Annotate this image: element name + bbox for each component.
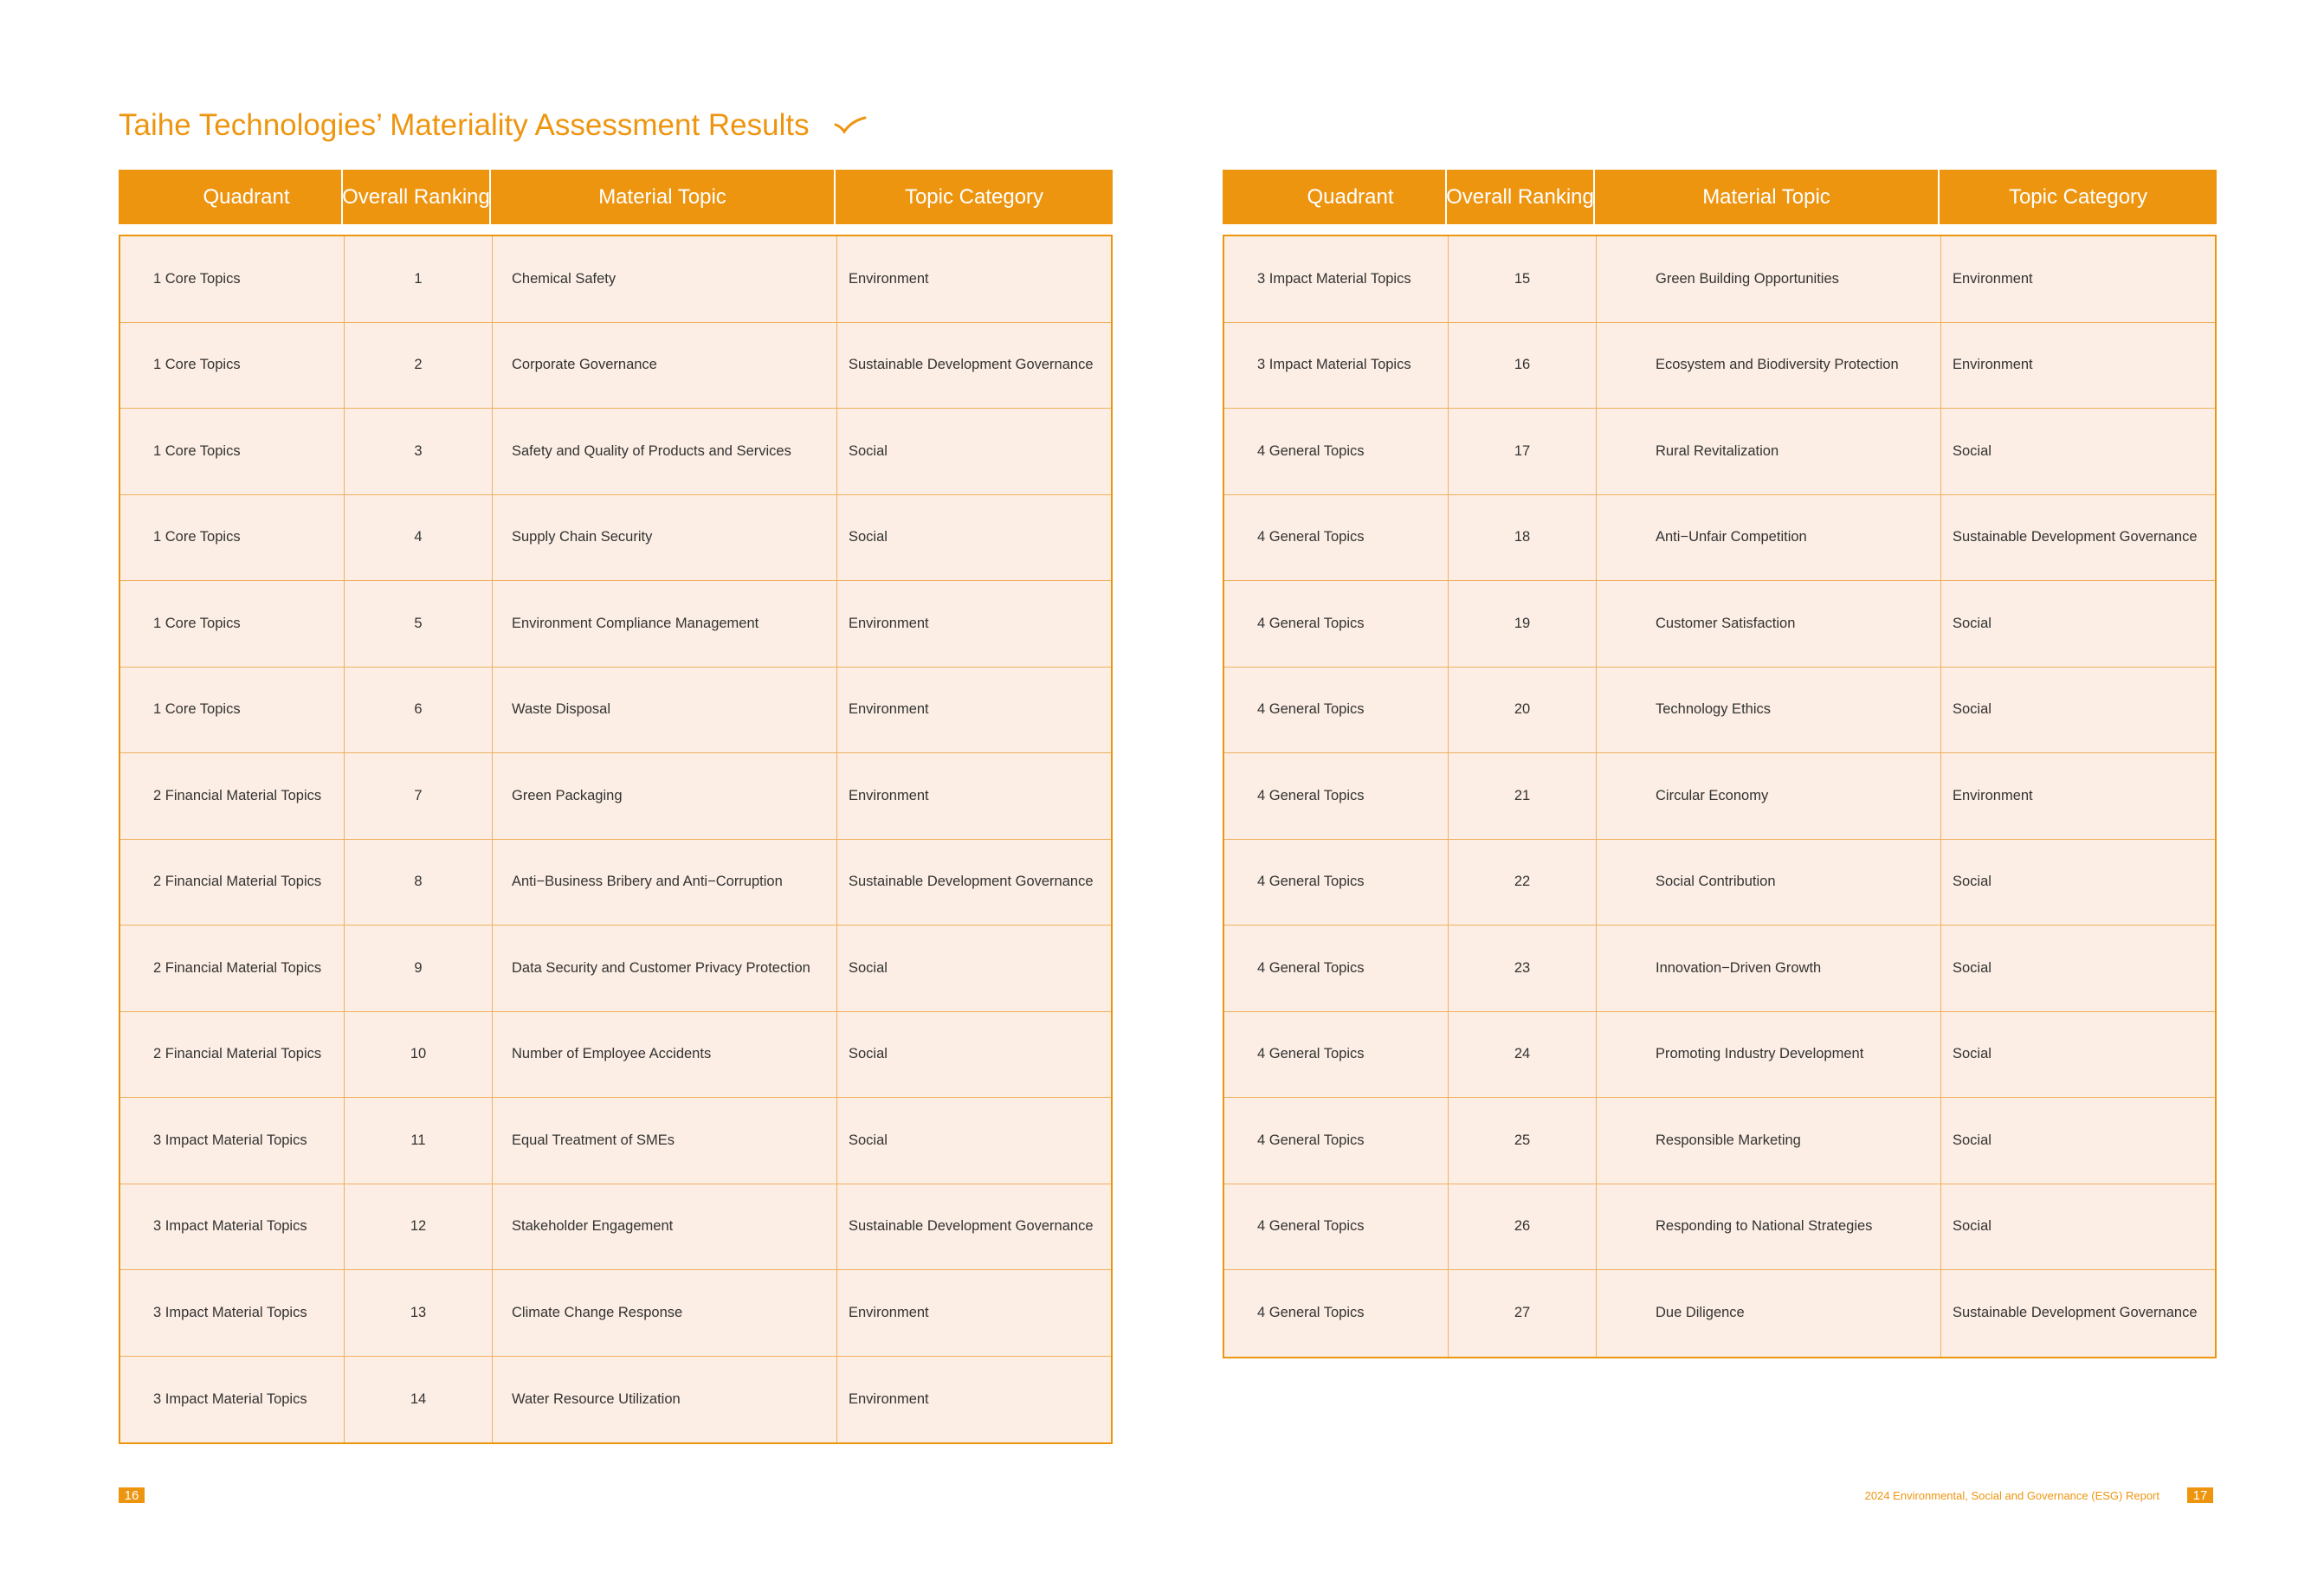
- table-row: [1224, 323, 2215, 410]
- cell-topic-category: Environment: [849, 1304, 929, 1320]
- cell-topic-category: Environment: [849, 270, 929, 287]
- table-row: [1224, 926, 2215, 1012]
- table-row: [120, 409, 1111, 495]
- cell-material-topic: Waste Disposal: [493, 668, 837, 753]
- cell-quadrant: 4 General Topics: [1224, 840, 1449, 926]
- cell-quadrant: 3 Impact Material Topics: [120, 1098, 345, 1184]
- table-row: [1224, 236, 2215, 323]
- header-topic-category: Topic Category: [904, 184, 1044, 209]
- table-row: [1224, 581, 2215, 668]
- cell-topic-category: Social: [849, 1046, 888, 1062]
- cell-material-topic: Number of Employee Accidents: [493, 1012, 837, 1098]
- cell-overall-ranking: 7: [345, 753, 493, 839]
- table-row: [120, 668, 1111, 754]
- cell-topic-category: Social: [849, 442, 888, 459]
- materiality-table-left: [119, 170, 1113, 1444]
- header-material-topic: Material Topic: [1595, 170, 1940, 224]
- table-row: [120, 753, 1111, 840]
- header-overall-ranking: Overall Ranking: [1447, 170, 1595, 224]
- header-topic-category: Topic Category: [2008, 184, 2148, 209]
- table-row: [1224, 495, 2215, 582]
- cell-overall-ranking: 9: [345, 926, 493, 1011]
- header-quadrant: Quadrant: [119, 170, 343, 224]
- cell-material-topic: Green Building Opportunities: [1597, 236, 1941, 322]
- cell-overall-ranking: 20: [1449, 668, 1597, 753]
- table-row: [1224, 840, 2215, 926]
- cell-material-topic: Equal Treatment of SMEs: [493, 1098, 837, 1184]
- report-title-footer: 2024 Environmental, Social and Governance (ESG) Report: [1864, 1488, 2159, 1502]
- cell-topic-category: Social: [1953, 1046, 1992, 1062]
- cell-material-topic: Rural Revitalization: [1597, 409, 1941, 494]
- cell-overall-ranking: 22: [1449, 840, 1597, 926]
- page-number-left: 16: [119, 1487, 145, 1503]
- cell-quadrant: 1 Core Topics: [120, 236, 345, 322]
- header-quadrant: Quadrant: [1223, 170, 1447, 224]
- cell-quadrant: 3 Impact Material Topics: [1224, 323, 1449, 409]
- table-row: [1224, 1012, 2215, 1099]
- table-row: [120, 926, 1111, 1012]
- cell-material-topic: Anti−Unfair Competition: [1597, 495, 1941, 581]
- cell-quadrant: 4 General Topics: [1224, 1012, 1449, 1098]
- cell-topic-category: Environment: [849, 787, 929, 803]
- table-row: [120, 1098, 1111, 1184]
- table-row: [120, 236, 1111, 323]
- cell-topic-category: Sustainable Development Governance: [849, 1218, 1094, 1235]
- cell-overall-ranking: 10: [345, 1012, 493, 1098]
- cell-overall-ranking: 14: [345, 1357, 493, 1443]
- cell-overall-ranking: 18: [1449, 495, 1597, 581]
- cell-topic-category: Social: [1953, 874, 1992, 890]
- header-overall-ranking: Overall Ranking: [343, 170, 491, 224]
- cell-material-topic: Promoting Industry Development: [1597, 1012, 1941, 1098]
- cell-topic-category: Social: [1953, 442, 1992, 459]
- cell-material-topic: Responding to National Strategies: [1597, 1184, 1941, 1270]
- cell-material-topic: Responsible Marketing: [1597, 1098, 1941, 1184]
- cell-quadrant: 2 Financial Material Topics: [120, 926, 345, 1011]
- cell-quadrant: 2 Financial Material Topics: [120, 840, 345, 926]
- cell-quadrant: 2 Financial Material Topics: [120, 753, 345, 839]
- cell-quadrant: 4 General Topics: [1224, 1098, 1449, 1184]
- cell-overall-ranking: 5: [345, 581, 493, 667]
- cell-material-topic: Safety and Quality of Products and Services: [493, 409, 837, 494]
- cell-overall-ranking: 26: [1449, 1184, 1597, 1270]
- cell-quadrant: 4 General Topics: [1224, 926, 1449, 1011]
- table-row: [120, 495, 1111, 582]
- materiality-table-right: [1223, 170, 2217, 1358]
- cell-material-topic: Environment Compliance Management: [493, 581, 837, 667]
- cell-quadrant: 4 General Topics: [1224, 495, 1449, 581]
- cell-overall-ranking: 21: [1449, 753, 1597, 839]
- table-row: [1224, 1098, 2215, 1184]
- cell-material-topic: Green Packaging: [493, 753, 837, 839]
- page-title-text: Taihe Technologies’ Materiality Assessment Results: [119, 108, 810, 142]
- cell-material-topic: Corporate Governance: [493, 323, 837, 409]
- cell-material-topic: Ecosystem and Biodiversity Protection: [1597, 323, 1941, 409]
- cell-quadrant: 3 Impact Material Topics: [120, 1184, 345, 1270]
- cell-overall-ranking: 13: [345, 1270, 493, 1356]
- cell-overall-ranking: 1: [345, 236, 493, 322]
- cell-topic-category: Sustainable Development Governance: [1953, 1305, 2198, 1321]
- cell-topic-category: Sustainable Development Governance: [849, 357, 1094, 373]
- table-row: [120, 323, 1111, 410]
- cell-topic-category: Environment: [1953, 787, 2033, 803]
- cell-quadrant: 3 Impact Material Topics: [1224, 236, 1449, 322]
- table-row: [1224, 409, 2215, 495]
- cell-material-topic: Supply Chain Security: [493, 495, 837, 581]
- cell-topic-category: Environment: [849, 615, 929, 631]
- cell-topic-category: Social: [849, 959, 888, 976]
- cell-overall-ranking: 17: [1449, 409, 1597, 494]
- cell-topic-category: Sustainable Development Governance: [1953, 529, 2198, 545]
- header-material-topic: Material Topic: [491, 170, 836, 224]
- table-row: [120, 581, 1111, 668]
- cell-overall-ranking: 8: [345, 840, 493, 926]
- cell-material-topic: Social Contribution: [1597, 840, 1941, 926]
- cell-overall-ranking: 6: [345, 668, 493, 753]
- cell-topic-category: Social: [849, 1132, 888, 1148]
- cell-material-topic: Technology Ethics: [1597, 668, 1941, 753]
- table-row: [1224, 753, 2215, 840]
- cell-topic-category: Environment: [849, 701, 929, 718]
- table-row: [120, 840, 1111, 926]
- table-header: [1223, 170, 2217, 224]
- cell-quadrant: 1 Core Topics: [120, 323, 345, 409]
- cell-quadrant: 1 Core Topics: [120, 668, 345, 753]
- table-row: [1224, 668, 2215, 754]
- cell-material-topic: Water Resource Utilization: [493, 1357, 837, 1443]
- cell-material-topic: Climate Change Response: [493, 1270, 837, 1356]
- cell-material-topic: Anti−Business Bribery and Anti−Corruption: [493, 840, 837, 926]
- cell-overall-ranking: 12: [345, 1184, 493, 1270]
- cell-topic-category: Social: [1953, 1218, 1992, 1235]
- page-number-right: 17: [2187, 1487, 2213, 1503]
- table-row: [120, 1012, 1111, 1099]
- cell-topic-category: Sustainable Development Governance: [849, 874, 1094, 890]
- table-row: [1224, 1184, 2215, 1271]
- cell-overall-ranking: 23: [1449, 926, 1597, 1011]
- cell-overall-ranking: 2: [345, 323, 493, 409]
- cell-material-topic: Stakeholder Engagement: [493, 1184, 837, 1270]
- cell-quadrant: 3 Impact Material Topics: [120, 1270, 345, 1356]
- cell-topic-category: Social: [1953, 615, 1992, 631]
- table-row: [120, 1357, 1111, 1443]
- cell-quadrant: 1 Core Topics: [120, 495, 345, 581]
- cell-material-topic: Chemical Safety: [493, 236, 837, 322]
- cell-overall-ranking: 11: [345, 1098, 493, 1184]
- cell-topic-category: Social: [1953, 701, 1992, 718]
- cell-overall-ranking: 27: [1449, 1270, 1597, 1357]
- cell-quadrant: 4 General Topics: [1224, 753, 1449, 839]
- cell-quadrant: 1 Core Topics: [120, 409, 345, 494]
- cell-material-topic: Data Security and Customer Privacy Protection: [493, 926, 837, 1011]
- cell-overall-ranking: 16: [1449, 323, 1597, 409]
- cell-material-topic: Circular Economy: [1597, 753, 1941, 839]
- page-title: [119, 108, 867, 143]
- cell-topic-category: Environment: [1953, 357, 2033, 373]
- table-row: [120, 1184, 1111, 1271]
- cell-topic-category: Environment: [1953, 270, 2033, 287]
- cell-topic-category: Social: [849, 529, 888, 545]
- table-row: [1224, 1270, 2215, 1357]
- cell-quadrant: 4 General Topics: [1224, 581, 1449, 667]
- cell-overall-ranking: 4: [345, 495, 493, 581]
- cell-overall-ranking: 25: [1449, 1098, 1597, 1184]
- cell-topic-category: Social: [1953, 1132, 1992, 1148]
- table-body: [1223, 235, 2217, 1358]
- table-row: [120, 1270, 1111, 1357]
- cell-quadrant: 4 General Topics: [1224, 409, 1449, 494]
- cell-material-topic: Customer Satisfaction: [1597, 581, 1941, 667]
- table-header: [119, 170, 1113, 224]
- cell-quadrant: 4 General Topics: [1224, 1184, 1449, 1270]
- checkmark-icon: [834, 108, 867, 143]
- cell-overall-ranking: 24: [1449, 1012, 1597, 1098]
- cell-quadrant: 2 Financial Material Topics: [120, 1012, 345, 1098]
- cell-quadrant: 1 Core Topics: [120, 581, 345, 667]
- cell-topic-category: Social: [1953, 959, 1992, 976]
- cell-quadrant: 4 General Topics: [1224, 668, 1449, 753]
- cell-overall-ranking: 19: [1449, 581, 1597, 667]
- table-body: [119, 235, 1113, 1444]
- cell-overall-ranking: 15: [1449, 236, 1597, 322]
- cell-quadrant: 4 General Topics: [1224, 1270, 1449, 1357]
- cell-material-topic: Innovation−Driven Growth: [1597, 926, 1941, 1011]
- cell-overall-ranking: 3: [345, 409, 493, 494]
- cell-topic-category: Environment: [849, 1390, 929, 1407]
- cell-quadrant: 3 Impact Material Topics: [120, 1357, 345, 1443]
- cell-material-topic: Due Diligence: [1597, 1270, 1941, 1357]
